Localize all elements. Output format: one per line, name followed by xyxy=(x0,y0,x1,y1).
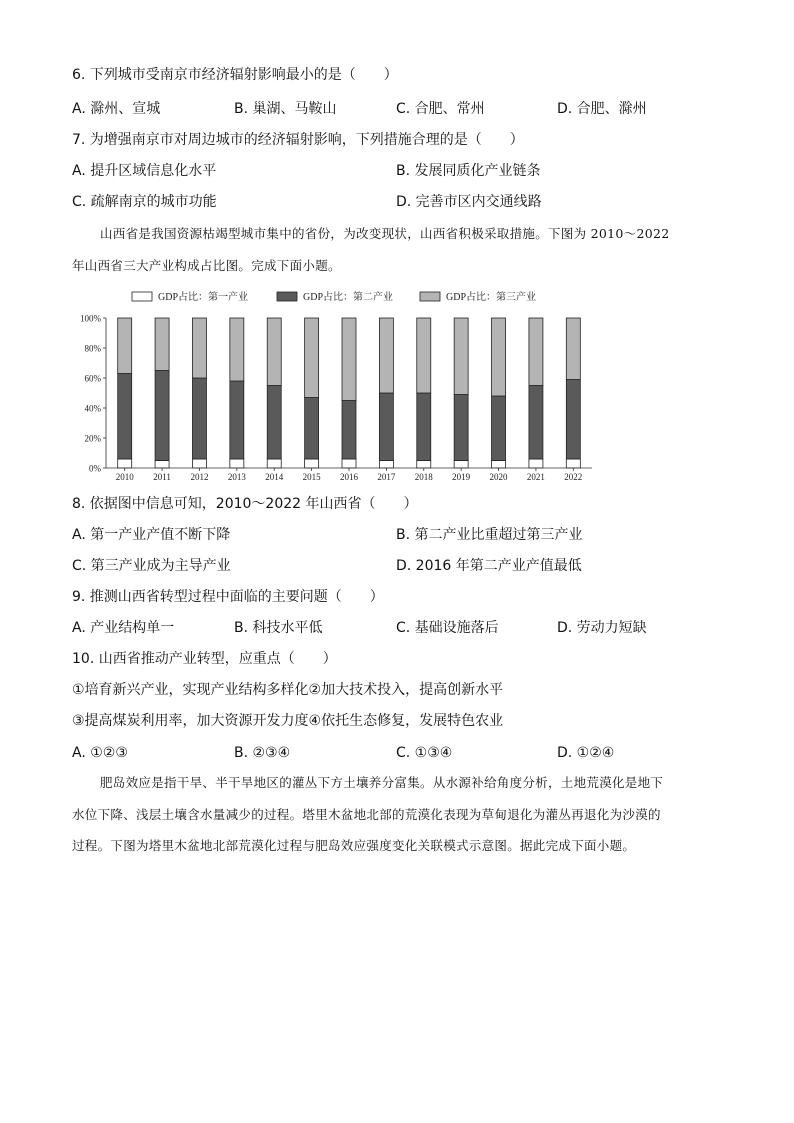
q9-option-c[interactable]: C. 基础设施落后 xyxy=(396,620,499,636)
bar-segment-primary-2016 xyxy=(342,459,356,468)
x-tick-label-2019: 2019 xyxy=(452,472,471,482)
q6-option-c[interactable]: C. 合肥、常州 xyxy=(396,101,485,117)
x-tick-label-2016: 2016 xyxy=(340,472,358,482)
y-tick-label: 20% xyxy=(84,433,101,444)
bar-segment-tertiary-2019 xyxy=(454,318,468,395)
bar-segment-secondary-2020 xyxy=(492,396,506,461)
bar-segment-primary-2011 xyxy=(155,461,169,469)
bar-segment-primary-2013 xyxy=(230,459,244,468)
bar-segment-tertiary-2017 xyxy=(379,318,393,393)
passage2-line2: 水位下降、浅层土壤含水量减少的过程。塔里木盆地北部的荒漠化表现为草甸退化为灌丛再退化为沙漠的 xyxy=(72,807,661,822)
x-axis xyxy=(106,468,592,482)
bar-segment-secondary-2017 xyxy=(379,393,393,461)
q8-option-d[interactable]: D. 2016 年第二产业产值最低 xyxy=(396,558,582,574)
bar-segment-secondary-2015 xyxy=(305,398,319,460)
bar-segment-primary-2010 xyxy=(118,459,132,468)
q6-option-a[interactable]: A. 滁州、宣城 xyxy=(72,101,161,117)
legend-label-secondary: GDP占比：第二产业 xyxy=(303,292,394,303)
bar-segment-primary-2015 xyxy=(305,459,319,468)
bar-segment-tertiary-2012 xyxy=(192,318,206,378)
q10-option-b[interactable]: B. ②③④ xyxy=(234,745,291,761)
q7-option-a[interactable]: A. 提升区域信息化水平 xyxy=(72,163,217,179)
q6-option-d[interactable]: D. 合肥、滁州 xyxy=(557,101,647,117)
bar-segment-tertiary-2021 xyxy=(529,318,543,386)
bars xyxy=(118,318,581,468)
q9-stem: 9. 推测山西省转型过程中面临的主要问题（ ） xyxy=(72,589,384,605)
bar-segment-tertiary-2010 xyxy=(118,318,132,374)
q8-stem: 8. 依据图中信息可知，2010～2022 年山西省（ ） xyxy=(72,496,418,512)
bar-segment-secondary-2014 xyxy=(267,386,281,460)
x-tick-label-2011: 2011 xyxy=(153,472,171,482)
q7-option-d[interactable]: D. 完善市区内交通线路 xyxy=(396,194,542,210)
q7-option-c[interactable]: C. 疏解南京的城市功能 xyxy=(72,194,217,210)
legend-label-tertiary: GDP占比：第三产业 xyxy=(446,292,537,303)
bar-segment-secondary-2021 xyxy=(529,386,543,460)
x-tick-label-2012: 2012 xyxy=(190,472,209,482)
passage1-line2: 年山西省三大产业构成占比图。完成下面小题。 xyxy=(72,258,341,273)
passage1-line1: 山西省是我国资源枯竭型城市集中的省份，为改变现状，山西省积极采取措施。下图为 2010～2022 xyxy=(100,226,670,241)
legend-swatch-secondary xyxy=(277,292,297,301)
q6-option-b[interactable]: B. 巢湖、马鞍山 xyxy=(234,101,337,117)
x-tick-label-2021: 2021 xyxy=(526,472,545,482)
legend-swatch-tertiary xyxy=(420,292,440,301)
bar-segment-secondary-2010 xyxy=(118,374,132,460)
x-tick-label-2013: 2013 xyxy=(227,472,246,482)
chart-legend xyxy=(132,290,536,303)
bar-segment-primary-2022 xyxy=(566,459,580,468)
x-tick-label-2020: 2020 xyxy=(489,472,508,482)
q10-item-1: ①培育新兴产业，实现产业结构多样化②加大技术投入，提高创新水平 xyxy=(72,682,504,698)
bar-segment-secondary-2013 xyxy=(230,381,244,459)
legend-label-primary: GDP占比：第一产业 xyxy=(158,292,249,303)
q8-option-a[interactable]: A. 第一产业产值不断下降 xyxy=(72,527,231,543)
q9-option-d[interactable]: D. 劳动力短缺 xyxy=(557,620,647,636)
x-tick-label-2017: 2017 xyxy=(377,472,396,482)
bar-segment-primary-2019 xyxy=(454,461,468,469)
y-tick-label: 60% xyxy=(84,373,101,384)
q8-option-b[interactable]: B. 第二产业比重超过第三产业 xyxy=(396,527,583,543)
bar-segment-tertiary-2018 xyxy=(417,318,431,393)
bar-segment-secondary-2012 xyxy=(192,378,206,459)
bar-segment-secondary-2022 xyxy=(566,380,580,460)
bar-segment-tertiary-2022 xyxy=(566,318,580,380)
passage2-line3: 过程。下图为塔里木盆地北部荒漠化过程与肥岛效应强度变化关联模式示意图。据此完成下面小题。 xyxy=(72,838,636,853)
x-tick-label-2018: 2018 xyxy=(414,472,433,482)
q10-option-d[interactable]: D. ①②④ xyxy=(557,745,615,761)
bar-segment-tertiary-2015 xyxy=(305,318,319,398)
bar-segment-primary-2018 xyxy=(417,461,431,469)
bar-segment-secondary-2018 xyxy=(417,393,431,461)
q7-stem: 7. 为增强南京市对周边城市的经济辐射影响，下列措施合理的是（ ） xyxy=(72,132,524,148)
legend-swatch-primary xyxy=(132,292,152,301)
bar-segment-secondary-2016 xyxy=(342,401,356,460)
bar-segment-primary-2021 xyxy=(529,459,543,468)
bar-segment-tertiary-2013 xyxy=(230,318,244,381)
x-tick-label-2022: 2022 xyxy=(564,472,583,482)
bar-segment-primary-2017 xyxy=(379,461,393,469)
bar-segment-secondary-2019 xyxy=(454,395,468,461)
q9-option-a[interactable]: A. 产业结构单一 xyxy=(72,620,175,636)
bar-segment-tertiary-2011 xyxy=(155,318,169,371)
q10-option-c[interactable]: C. ①③④ xyxy=(396,745,453,761)
x-tick-label-2014: 2014 xyxy=(265,472,284,482)
bar-segment-tertiary-2014 xyxy=(267,318,281,386)
q8-option-c[interactable]: C. 第三产业成为主导产业 xyxy=(72,558,231,574)
passage2-line1: 肥岛效应是指干旱、半干旱地区的灌丛下方土壤养分富集。从水源补给角度分析，土地荒漠化是地下 xyxy=(100,775,664,790)
q6-stem: 6. 下列城市受南京市经济辐射影响最小的是（ ） xyxy=(72,67,398,83)
y-tick-label: 0% xyxy=(89,463,101,474)
q10-item-2: ③提高煤炭利用率，加大资源开发力度④依托生态修复，发展特色农业 xyxy=(72,713,504,729)
q9-option-b[interactable]: B. 科技水平低 xyxy=(234,620,323,636)
bar-segment-primary-2014 xyxy=(267,459,281,468)
y-tick-label: 80% xyxy=(84,343,101,354)
y-tick-label: 40% xyxy=(84,403,101,414)
bar-segment-primary-2012 xyxy=(192,459,206,468)
bar-segment-primary-2020 xyxy=(492,461,506,469)
x-tick-label-2015: 2015 xyxy=(302,472,321,482)
x-tick-label-2010: 2010 xyxy=(115,472,134,482)
industry-structure-chart xyxy=(70,286,600,482)
q10-stem: 10. 山西省推动产业转型，应重点（ ） xyxy=(72,651,337,667)
bar-segment-tertiary-2016 xyxy=(342,318,356,401)
bar-segment-secondary-2011 xyxy=(155,371,169,461)
y-axis xyxy=(80,314,106,474)
q7-option-b[interactable]: B. 发展同质化产业链条 xyxy=(396,163,541,179)
q10-option-a[interactable]: A. ①②③ xyxy=(72,745,128,761)
bar-segment-tertiary-2020 xyxy=(492,318,506,396)
y-tick-label: 100% xyxy=(80,313,101,324)
